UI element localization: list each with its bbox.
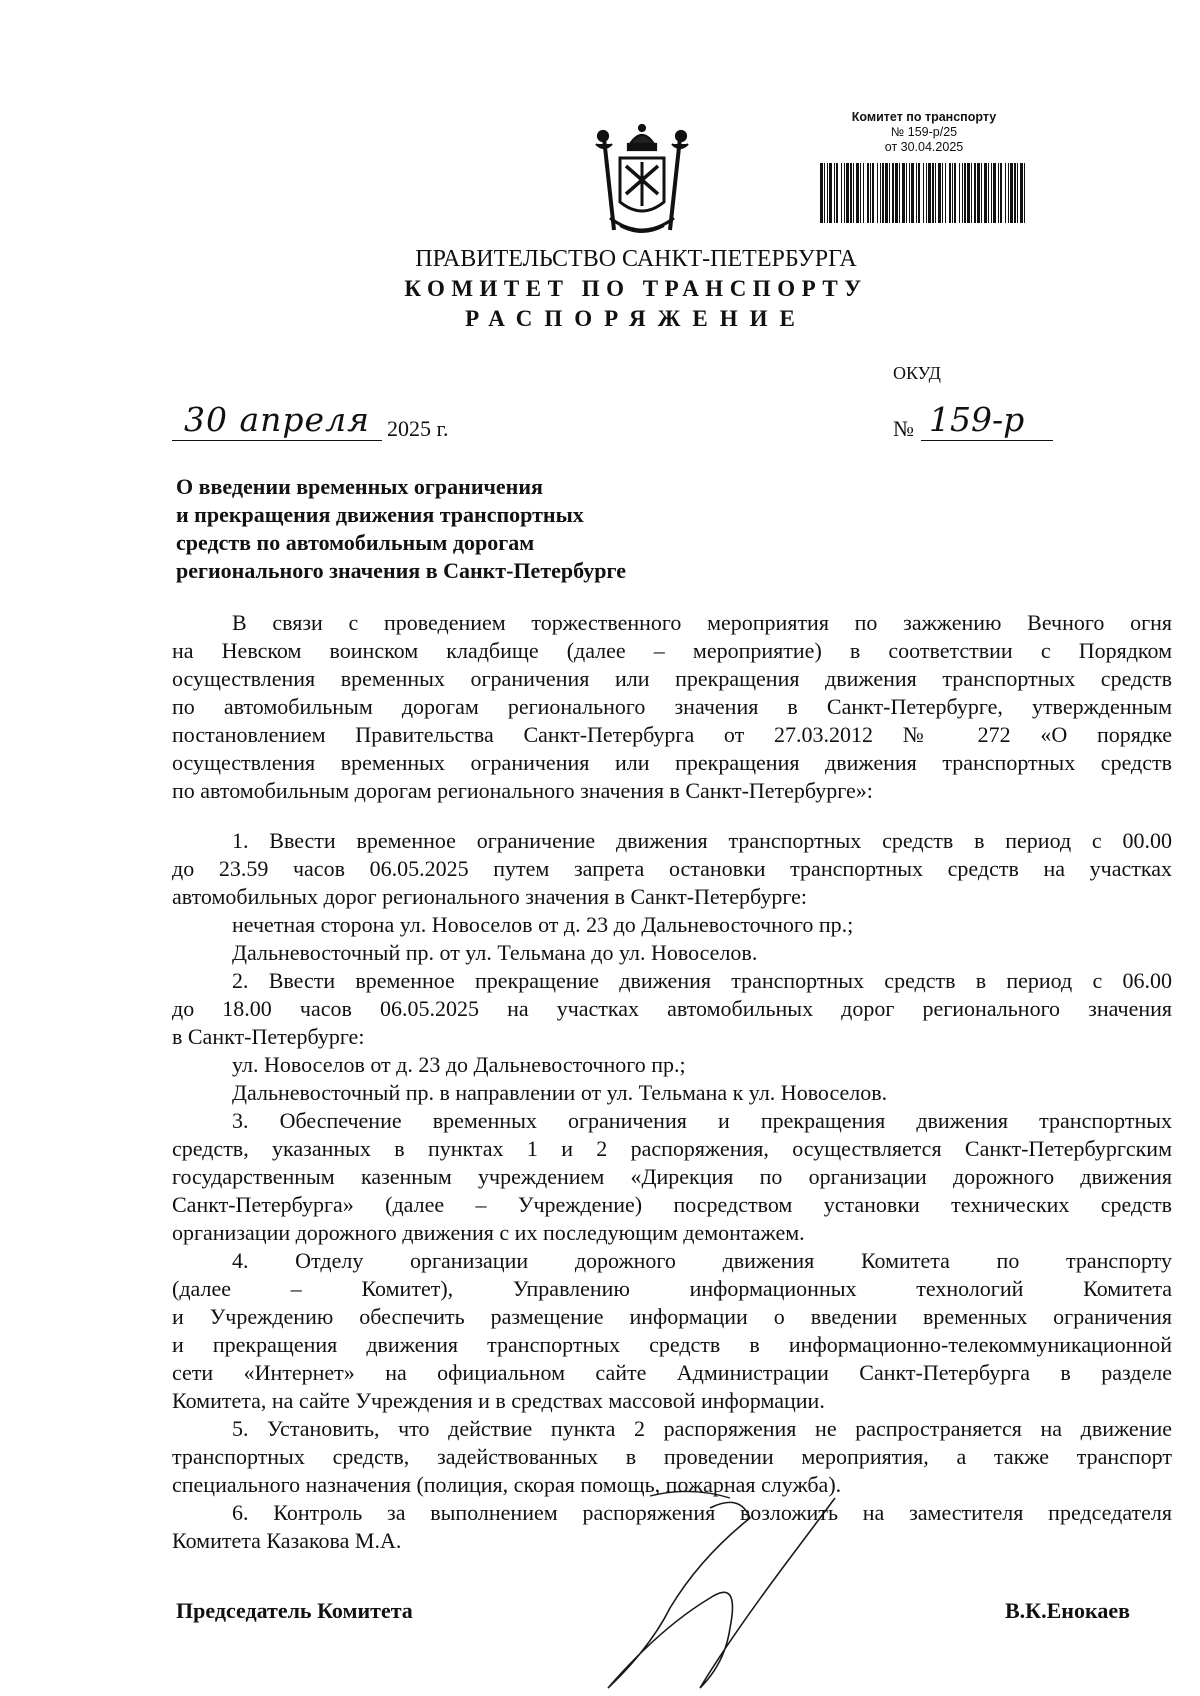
item-1-line: 1. Ввести временное ограничение движения транспортных средств в период с 00.00 xyxy=(232,828,1172,853)
item-1-line: до 23.59 часов 06.05.2025 путем запрета остановки транспортных средств на участках xyxy=(172,856,1172,881)
date-field xyxy=(172,400,382,441)
item-5-line: специального назначения (полиция, скорая помощь, пожарная служба). xyxy=(172,1472,842,1497)
barcode-bar xyxy=(1008,163,1009,223)
barcode-bar xyxy=(928,163,931,223)
item-3-line: организации дорожного движения с их последующим демонтажем. xyxy=(172,1220,805,1245)
barcode-bar xyxy=(962,163,963,223)
text-line: осуществления временных ограничения или прекращения движения транспортных средств xyxy=(172,750,1172,775)
signatory-name: В.К.Енокаев xyxy=(1005,1598,1130,1623)
item-3-line: 3. Обеспечение временных ограничения и прекращения движения транспортных xyxy=(232,1108,1172,1133)
barcode-bar xyxy=(945,163,946,223)
barcode-bar xyxy=(899,163,900,223)
barcode-bar xyxy=(906,163,907,223)
barcode-bar xyxy=(964,163,966,223)
title-line: и прекращения движения транспортных xyxy=(176,502,584,527)
barcode-bar xyxy=(1014,163,1016,223)
item-4-line: Комитета, на сайте Учреждения и в средствах массовой информации. xyxy=(172,1388,825,1413)
barcode-bar xyxy=(991,163,992,223)
stamp-title: Комитет по транспорту xyxy=(851,110,997,124)
barcode-bar xyxy=(1024,163,1025,223)
barcode-bar xyxy=(981,163,982,223)
text-line: на Невском воинском кладбище (далее – мероприятие) в соответствии с Порядком xyxy=(172,638,1172,663)
barcode-bar xyxy=(935,163,936,223)
barcode-bar xyxy=(836,163,838,223)
barcode-bar xyxy=(967,163,970,223)
barcode-bar xyxy=(889,163,890,223)
barcode-bar xyxy=(949,163,951,223)
barcode-bar xyxy=(860,163,861,223)
item-4-line: 4. Отделу организации дорожного движения Комитета по транспорту xyxy=(232,1248,1172,1273)
barcode-bar xyxy=(998,163,999,223)
title-line: средств по автомобильным дорогам xyxy=(176,530,535,555)
barcode-bar xyxy=(1020,163,1023,223)
number-field xyxy=(921,400,1053,441)
text-line: постановлением Правительства Санкт-Петербурга от 27.03.2012 № 272 «О порядке xyxy=(172,722,1172,747)
barcode-bar xyxy=(877,163,878,223)
registration-stamp xyxy=(820,110,1028,155)
item-6-line: 6. Контроль за выполнением распоряжения возложить на заместителя председателя xyxy=(232,1500,1172,1525)
coat-of-arms-emblem xyxy=(590,122,694,244)
okud-label: ОКУД xyxy=(893,363,941,383)
barcode-bar xyxy=(923,163,924,223)
item-6-line: Комитета Казакова М.А. xyxy=(172,1528,402,1553)
item-4-line: (далее – Комитет), Управлению информационных технологий Комитета xyxy=(172,1276,1172,1301)
item-5-line: 5. Установить, что действие пункта 2 распоряжения не распространяется на движение xyxy=(232,1416,1172,1441)
barcode-bar xyxy=(841,163,842,223)
text-line: осуществления временных ограничения или прекращения движения транспортных средств xyxy=(172,666,1172,691)
handwritten-signature xyxy=(590,1488,840,1693)
text-line: по автомобильным дорогам регионального значения в Санкт-Петербурге, утвержденным xyxy=(172,694,1172,719)
document-title xyxy=(176,473,696,585)
barcode-bar xyxy=(988,163,989,223)
barcode-bar xyxy=(880,163,881,223)
item-2-sub: Дальневосточный пр. в направлении от ул. Тельмана к ул. Новоселов. xyxy=(232,1080,888,1105)
barcode xyxy=(818,163,1030,223)
barcode-bar xyxy=(867,163,869,223)
document-header xyxy=(300,244,972,334)
barcode-bar xyxy=(863,163,864,223)
barcode-bar xyxy=(1000,163,1002,223)
barcode-bar xyxy=(856,163,859,223)
barcode-bar xyxy=(850,163,852,223)
item-1-sub: нечетная сторона ул. Новоселов от д. 23 до Дальневосточного пр.; xyxy=(232,912,854,937)
stamp-number: № 159-р/25 xyxy=(890,125,958,139)
barcode-bar xyxy=(882,163,884,223)
barcode-bar xyxy=(844,163,845,223)
item-2-line: до 18.00 часов 06.05.2025 на участках автомобильных дорог регионального значения xyxy=(172,996,1172,1021)
order-items xyxy=(172,827,1172,1555)
barcode-bar xyxy=(895,163,898,223)
item-3-line: средств, указанных в пунктах 1 и 2 распоряжения, осуществляется Санкт-Петербургским xyxy=(172,1136,1172,1161)
stamp-date: от 30.04.2025 xyxy=(884,140,964,154)
item-3-line: Санкт-Петербурга» (далее – Учреждение) посредством установки технических средств xyxy=(172,1192,1172,1217)
committee-name: КОМИТЕТ ПО ТРАНСПОРТУ xyxy=(404,276,868,301)
item-2-line: 2. Ввести временное прекращение движения транспортных средств в период с 06.00 xyxy=(232,968,1172,993)
barcode-bar xyxy=(909,163,910,223)
barcode-bar xyxy=(892,163,894,223)
item-2-sub: ул. Новоселов от д. 23 до Дальневосточного пр.; xyxy=(232,1052,686,1077)
item-5-line: транспортных средств, задействованных в проведении мероприятия, а также транспорт xyxy=(172,1444,1172,1469)
barcode-bar xyxy=(834,163,835,223)
barcode-bar xyxy=(971,163,972,223)
barcode-bar xyxy=(918,163,920,223)
barcode-bar xyxy=(827,163,828,223)
document-type: РАСПОРЯЖЕНИЕ xyxy=(465,306,807,331)
barcode-bar xyxy=(870,163,871,223)
government-name: ПРАВИТЕЛЬСТВО САНКТ-ПЕТЕРБУРГА xyxy=(415,246,857,272)
barcode-bar xyxy=(916,163,917,223)
barcode-bar xyxy=(993,163,996,223)
item-4-line: сети «Интернет» на официальном сайте Администрации Санкт-Петербурга в разделе xyxy=(172,1360,1172,1385)
item-3-line: государственным казенным учреждением «Дирекция по организации дорожного движения xyxy=(172,1164,1172,1189)
barcode-bar xyxy=(954,163,956,223)
item-1-sub: Дальневосточный пр. от ул. Тельмана до ул. Новоселов. xyxy=(232,940,758,965)
barcode-bar xyxy=(902,163,905,223)
title-line: регионального значения в Санкт-Петербурге xyxy=(176,558,626,583)
barcode-bar xyxy=(846,163,849,223)
barcode-bar xyxy=(853,163,854,223)
barcode-bar xyxy=(984,163,987,223)
barcode-bar xyxy=(1017,163,1018,223)
barcode-bar xyxy=(942,163,943,223)
text-line: по автомобильным дорогам регионального значения в Санкт-Петербурге»: xyxy=(172,778,873,803)
item-1-line: автомобильных дорог регионального значения в Санкт-Петербурге: xyxy=(172,884,808,909)
barcode-bar xyxy=(926,163,927,223)
intro-paragraph xyxy=(172,609,1172,805)
barcode-bar xyxy=(938,163,941,223)
barcode-bar xyxy=(959,163,960,223)
barcode-bar xyxy=(872,163,874,223)
barcode-bar xyxy=(974,163,976,223)
title-line: О введении временных ограничения xyxy=(176,474,543,499)
barcode-bar xyxy=(829,163,832,223)
barcode-bar xyxy=(952,163,953,223)
barcode-bar xyxy=(1005,163,1006,223)
barcode-bar xyxy=(1010,163,1013,223)
signatory-position: Председатель Комитета xyxy=(176,1598,413,1623)
handwritten-number: 159-р xyxy=(929,400,1025,439)
barcode-bar xyxy=(820,163,823,223)
handwritten-date: 30 апреля xyxy=(184,400,370,439)
barcode-bar xyxy=(824,163,825,223)
item-4-line: и прекращения движения транспортных средств в информационно-телекоммуникационной xyxy=(172,1332,1172,1357)
barcode-bar xyxy=(885,163,888,223)
text-line: В связи с проведением торжественного мероприятия по зажжению Вечного огня xyxy=(232,610,1172,635)
date-year: 2025 г. xyxy=(387,416,449,441)
item-4-line: и Учреждению обеспечить размещение информации о введении временных ограничения xyxy=(172,1304,1172,1329)
barcode-bar xyxy=(911,163,914,223)
barcode-bar xyxy=(932,163,934,223)
number-label: № xyxy=(893,416,914,441)
item-2-line: в Санкт-Петербурге: xyxy=(172,1024,365,1049)
barcode-bar xyxy=(977,163,980,223)
